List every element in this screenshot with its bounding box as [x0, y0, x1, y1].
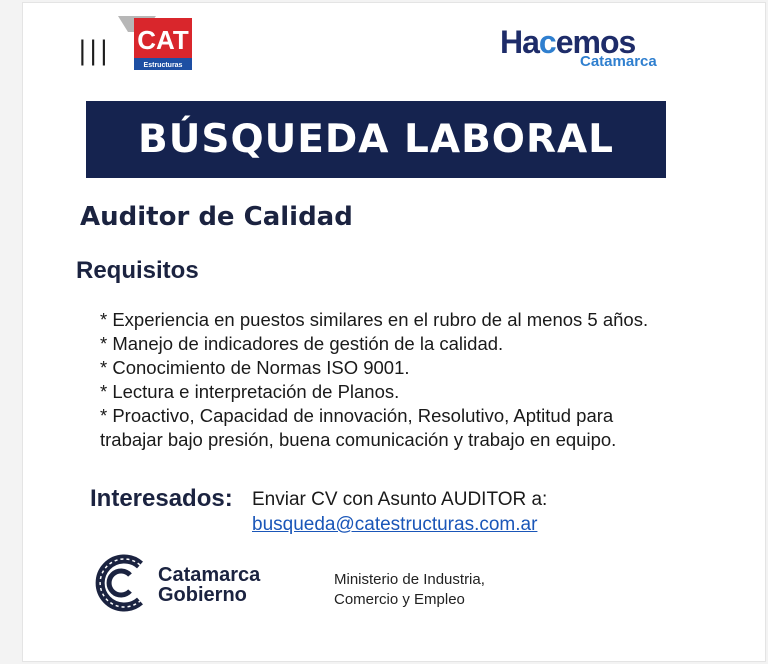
interested-label: Interesados: [90, 485, 233, 512]
requirements-heading: Requisitos [76, 257, 199, 284]
hacemos-part1: Ha [500, 24, 539, 60]
ministerio-line2: Comercio y Empleo [334, 591, 465, 608]
requirement-line: * Lectura e interpretación de Planos. [100, 381, 400, 402]
requirement-line: * Manejo de indicadores de gestión de la calidad. [100, 333, 504, 354]
requirement-line: trabajar bajo presión, buena comunicación y trabajo en equipo. [100, 429, 617, 450]
catamarca-gobierno-logo [90, 553, 152, 613]
gobierno-line2: Gobierno [158, 584, 247, 606]
title-banner [86, 101, 666, 178]
requirement-line: * Conocimiento de Normas ISO 9001. [100, 357, 410, 378]
interested-instructions: Enviar CV con Asunto AUDITOR a: [252, 489, 548, 510]
email-link[interactable]: busqueda@catestructuras.com.ar [252, 514, 538, 535]
requirement-line: * Proactivo, Capacidad de innovación, Resolutivo, Aptitud para [100, 405, 614, 426]
gobierno-line1: Catamarca [158, 564, 261, 586]
gobierno-text [158, 565, 260, 605]
ministerio-line1: Ministerio de Industria, [334, 571, 485, 588]
cat-estructuras-logo [114, 14, 194, 72]
cat-logo-subtext: Estructuras [143, 62, 183, 69]
hacemos-subtitle: Catamarca [580, 53, 657, 70]
three-bars-icon: ||| [78, 36, 111, 66]
hacemos-part2: c [538, 24, 556, 60]
hacemos-part3: emos [555, 24, 636, 60]
ministerio-text [334, 570, 485, 610]
banner-title: BÚSQUEDA LABORAL [137, 117, 615, 162]
job-title: Auditor de Calidad [80, 202, 353, 232]
cat-logo-text: CAT [137, 25, 189, 55]
requirement-line: * Experiencia en puestos similares en el rubro de al menos 5 años. [100, 309, 649, 330]
requirements-list [100, 308, 740, 452]
